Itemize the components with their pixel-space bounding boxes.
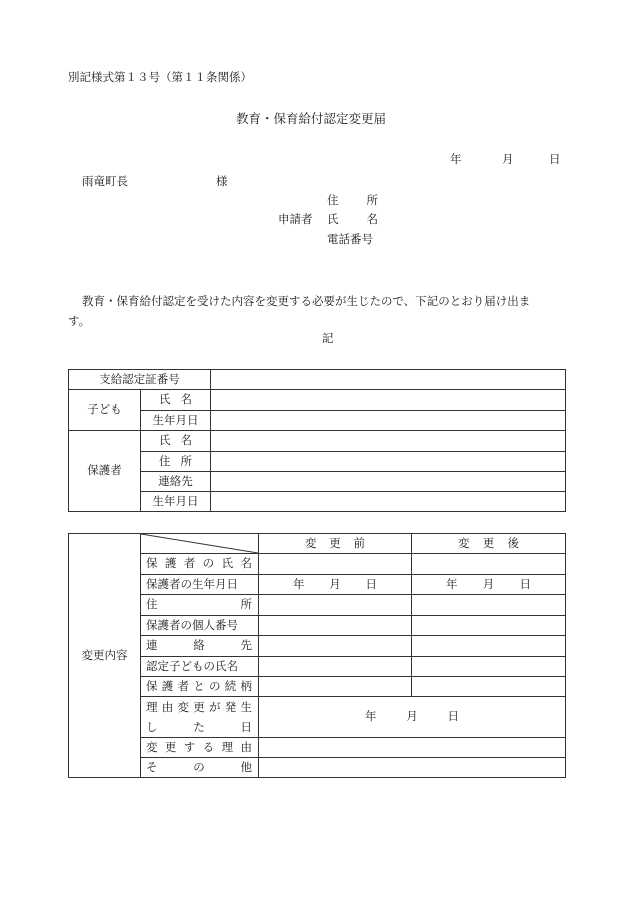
child-group-label: 子ども bbox=[69, 390, 141, 431]
child-birthdate-field[interactable] bbox=[211, 411, 566, 431]
row-reason-date-label-line2: し た 日 bbox=[141, 718, 259, 738]
row-guardian-name-label: 保 護 者 の 氏 名 bbox=[141, 554, 259, 575]
row-guardian-id-before[interactable] bbox=[259, 616, 412, 636]
page-title: 教育・保育給付認定変更届 bbox=[236, 111, 387, 126]
row-reason-field[interactable] bbox=[259, 738, 566, 758]
row-guardian-id-after[interactable] bbox=[412, 616, 566, 636]
cert-number-label: 支給認定証番号 bbox=[69, 370, 211, 390]
applicant-role: 申請者 bbox=[278, 212, 313, 226]
row-guardian-birthdate-after[interactable]: 年 月 日 bbox=[412, 575, 566, 595]
guardian-name-label: 氏 名 bbox=[141, 431, 211, 452]
applicant-address-label: 住 所 bbox=[327, 193, 378, 207]
guardian-birthdate-label: 生年月日 bbox=[141, 492, 211, 512]
date-day-label: 日 bbox=[549, 152, 561, 166]
row-reason-date-field[interactable]: 年 月 日 bbox=[259, 697, 566, 738]
row-reason-date-label-line1: 理 由 変 更 が 発 生 bbox=[141, 697, 259, 718]
cert-number-field[interactable] bbox=[211, 370, 566, 390]
diagonal-line bbox=[141, 534, 258, 553]
addressee-suffix: 様 bbox=[216, 174, 228, 188]
guardian-address-field[interactable] bbox=[211, 452, 566, 472]
row-contact-before[interactable] bbox=[259, 636, 412, 657]
row-guardian-birthdate-label: 保護者の生年月日 bbox=[141, 575, 259, 595]
row-address-label: 住 所 bbox=[141, 595, 259, 616]
row-guardian-birthdate-before[interactable]: 年 月 日 bbox=[259, 575, 412, 595]
guardian-name-field[interactable] bbox=[211, 431, 566, 452]
header-diagonal-cell bbox=[141, 534, 259, 554]
certificate-info-table bbox=[68, 369, 566, 512]
guardian-contact-label: 連絡先 bbox=[141, 472, 211, 492]
date-year-label: 年 bbox=[450, 152, 462, 166]
body-text-line2: す。 bbox=[68, 314, 91, 328]
ki-label: 記 bbox=[322, 331, 334, 345]
row-child-name-after[interactable] bbox=[412, 657, 566, 677]
child-name-label: 氏 名 bbox=[141, 390, 211, 411]
row-other-label: そ の 他 bbox=[141, 758, 259, 778]
child-birthdate-label: 生年月日 bbox=[141, 411, 211, 431]
row-child-name-label: 認定子どもの氏名 bbox=[141, 657, 259, 677]
date-month-label: 月 bbox=[502, 152, 514, 166]
row-guardian-id-label: 保護者の個人番号 bbox=[141, 616, 259, 636]
change-content-table bbox=[68, 533, 566, 778]
row-address-after[interactable] bbox=[412, 595, 566, 616]
guardian-address-label: 住 所 bbox=[141, 452, 211, 472]
row-relationship-before[interactable] bbox=[259, 677, 412, 697]
guardian-group-label: 保護者 bbox=[69, 431, 141, 512]
row-guardian-name-before[interactable] bbox=[259, 554, 412, 575]
form-label: 別記様式第１３号（第１１条関係） bbox=[68, 70, 252, 84]
row-contact-label: 連 絡 先 bbox=[141, 636, 259, 657]
applicant-name-label: 氏 名 bbox=[327, 212, 378, 226]
row-guardian-name-after[interactable] bbox=[412, 554, 566, 575]
body-text-line1: 教育・保育給付認定を受けた内容を変更する必要が生じたので、下記のとおり届け出ま bbox=[82, 294, 531, 308]
applicant-phone-label: 電話番号 bbox=[327, 232, 373, 246]
before-header: 変 更 前 bbox=[259, 534, 412, 554]
change-section-label: 変更内容 bbox=[69, 534, 141, 778]
row-relationship-label: 保 護 者 と の 続 柄 bbox=[141, 677, 259, 697]
after-header: 変 更 後 bbox=[412, 534, 566, 554]
row-address-before[interactable] bbox=[259, 595, 412, 616]
addressee-name: 雨竜町長 bbox=[82, 174, 128, 188]
row-reason-label: 変 更 す る 理 由 bbox=[141, 738, 259, 758]
child-name-field[interactable] bbox=[211, 390, 566, 411]
guardian-birthdate-field[interactable] bbox=[211, 492, 566, 512]
row-contact-after[interactable] bbox=[412, 636, 566, 657]
row-relationship-after[interactable] bbox=[412, 677, 566, 697]
row-other-field[interactable] bbox=[259, 758, 566, 778]
guardian-contact-field[interactable] bbox=[211, 472, 566, 492]
row-child-name-before[interactable] bbox=[259, 657, 412, 677]
